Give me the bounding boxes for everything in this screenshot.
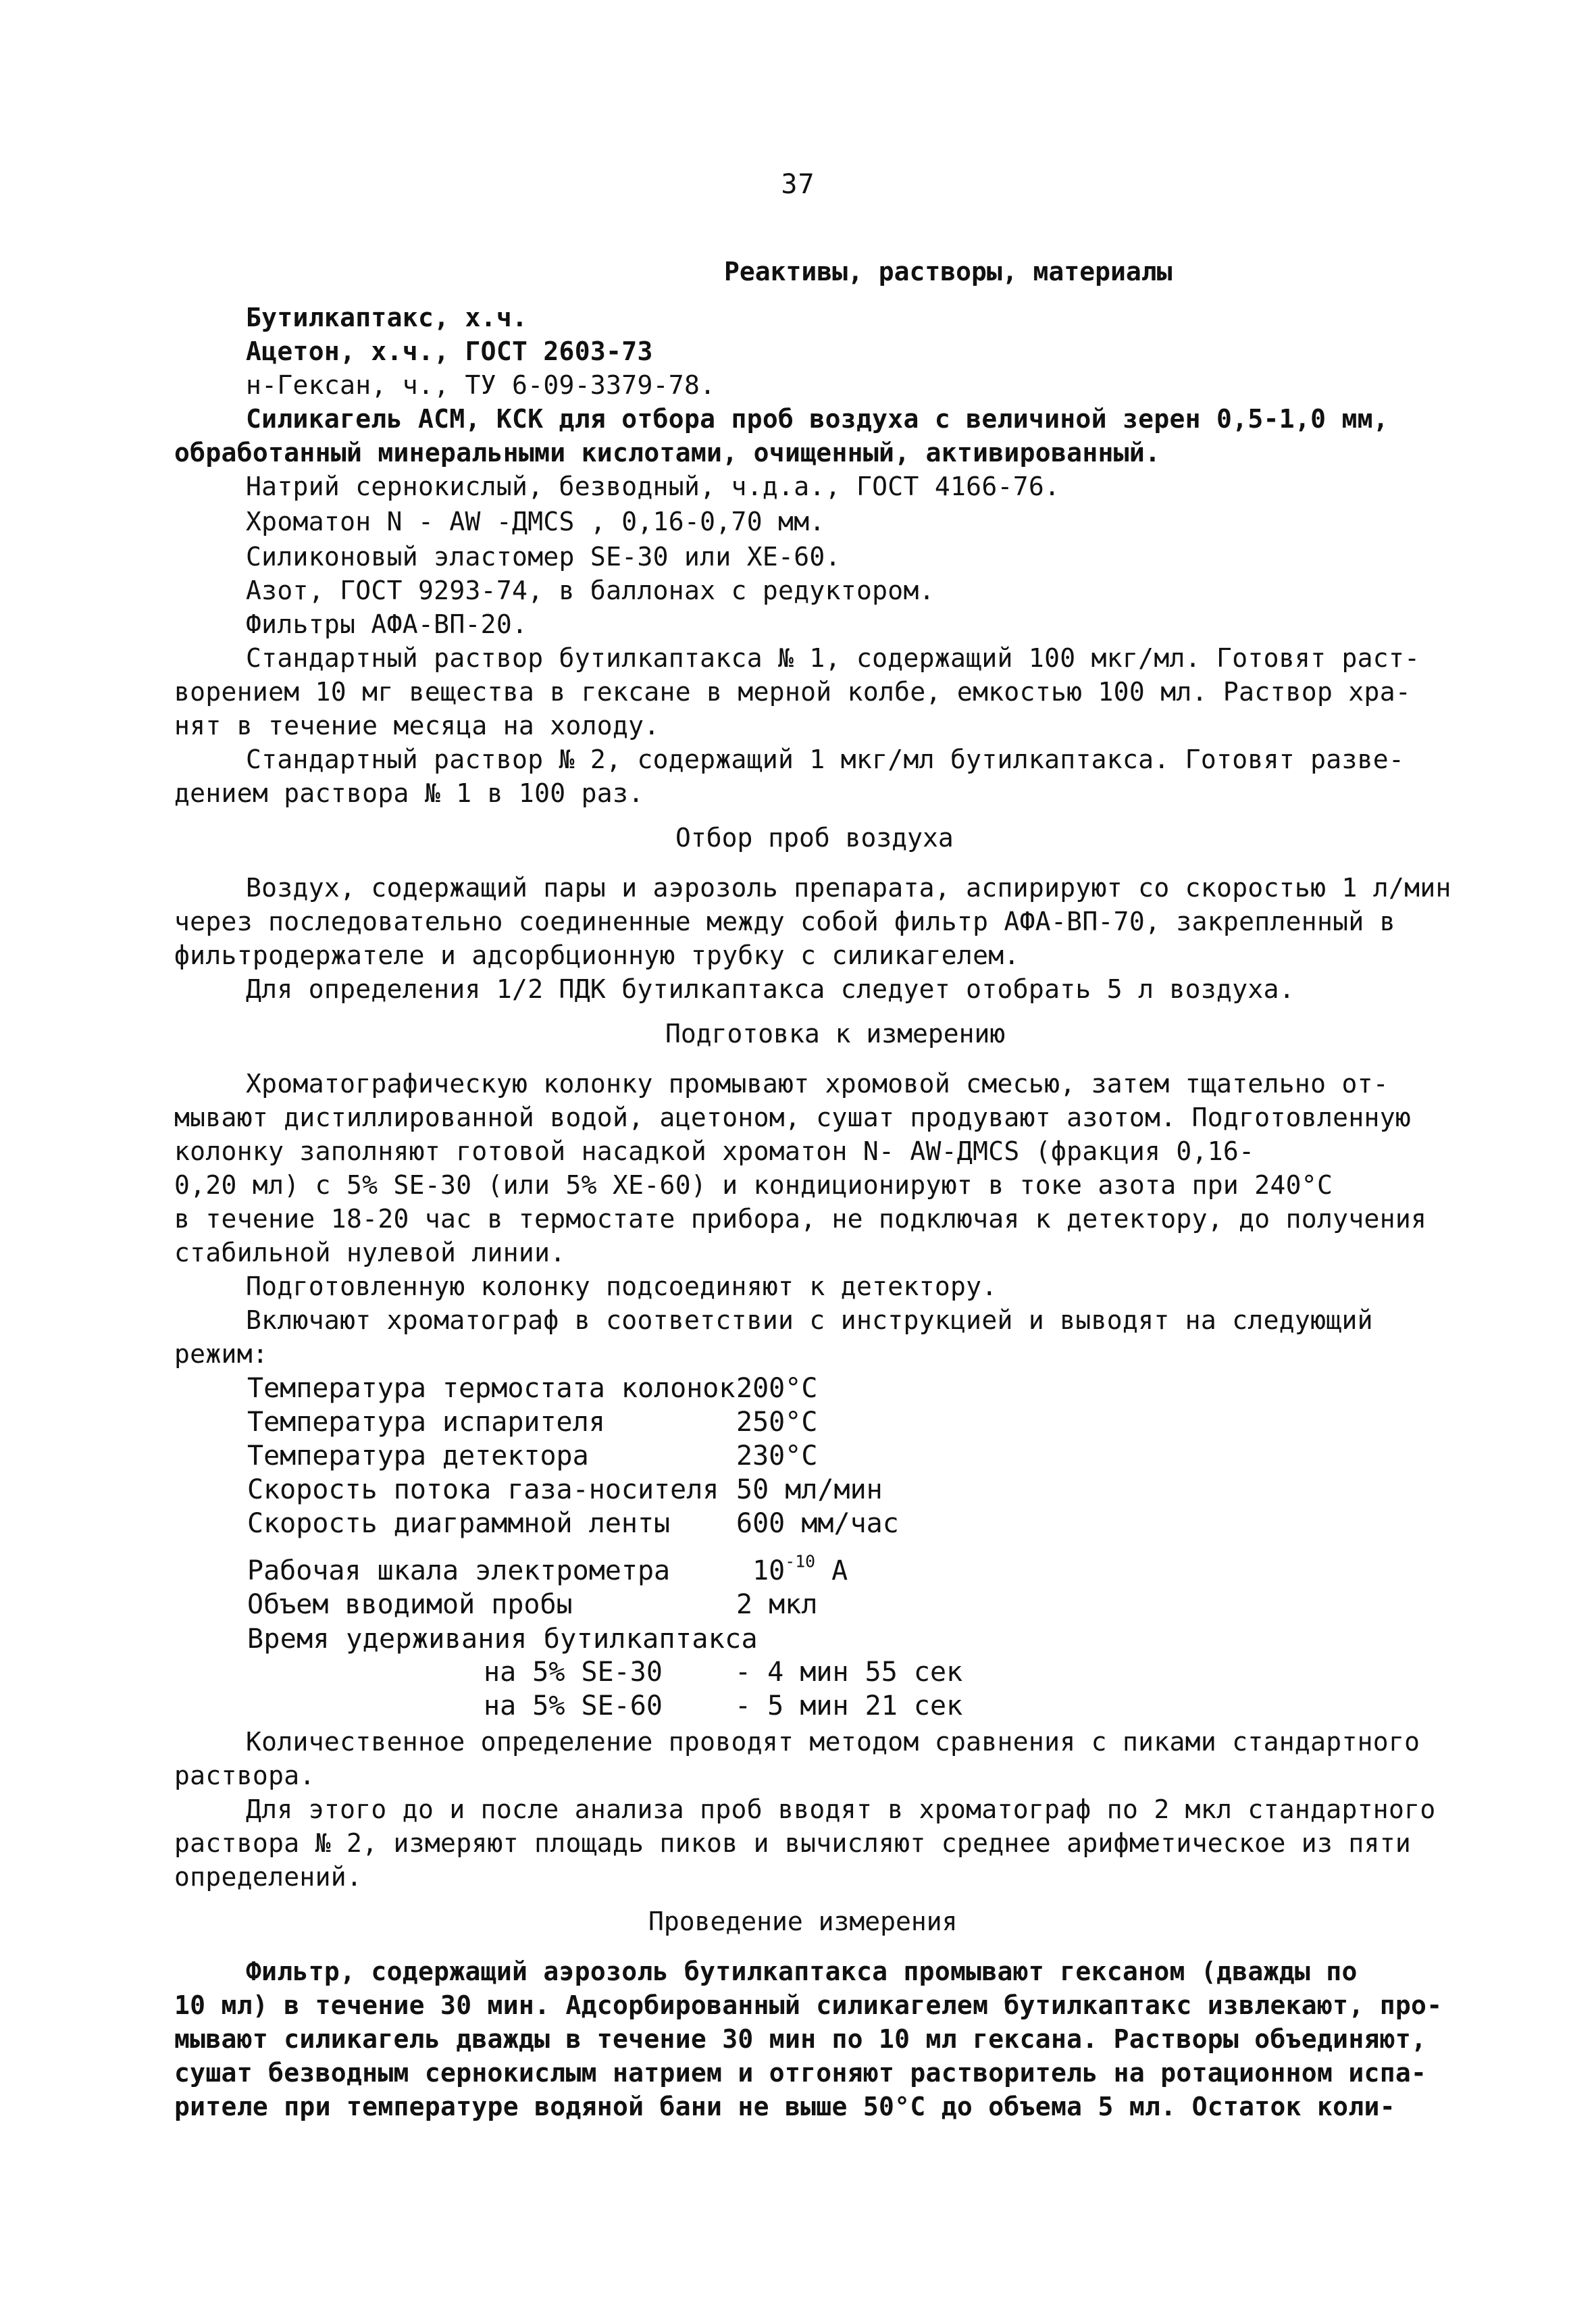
quant-line: Для этого до и после анализа проб вводят в хроматограф по 2 мкл стандартного	[246, 1794, 1436, 1824]
quant-line: Количественное определение проводят методом сравнения с пиками стандартного	[246, 1727, 1420, 1757]
reagent-line: Стандартный раствор № 2, содержащий 1 мкг/мл бутилкаптакса. Готовят разве-	[246, 745, 1405, 774]
mode-value-exponent: -10	[785, 1551, 816, 1571]
mode-label: Скорость потока газа-носителя	[247, 1474, 719, 1505]
reagent-line: нят в течение месяца на холоду.	[174, 711, 660, 740]
mode-value: 50 мл/мин	[736, 1474, 883, 1505]
reagent-line: Азот, ГОСТ 9293-74, в баллонах с редуктором.	[246, 576, 935, 605]
mode-row	[247, 1439, 817, 1473]
reagent-line: Стандартный раствор бутилкаптакса № 1, содержащий 100 мкг/мл. Готовят раст-	[246, 643, 1420, 673]
mode-value: 250°C	[736, 1407, 818, 1438]
retention-phase: на 5% SE-60	[484, 1690, 663, 1721]
mode-row	[247, 1372, 817, 1405]
preparation-line: Включают хроматограф в соответствии с инструкцией и выводят на следующий	[246, 1305, 1373, 1335]
reagent-line: Силикагель АСМ, КСК для отбора проб воздуха с величиной зерен 0,5-1,0 мм,	[246, 404, 1389, 434]
measurement-line: мывают силикагель дважды в течение 30 мин по 10 мл гексана. Растворы объединяют,	[174, 2024, 1427, 2054]
mode-label: Температура испарителя	[247, 1407, 605, 1438]
mode-label: Скорость диаграммной ленты	[247, 1508, 671, 1539]
measurement-line: 10 мл) в течение 30 мин. Адсорбированный силикагелем бутилкаптакс извлекают, про-	[174, 1990, 1443, 2020]
retention-phase: на 5% SE-30	[484, 1657, 663, 1688]
mode-row	[247, 1507, 899, 1540]
reagent-line: ворением 10 мг вещества в гексане в мерной колбе, емкостью 100 мл. Раствор хра-	[174, 677, 1412, 707]
mode-row	[247, 1588, 817, 1621]
mode-value	[736, 1551, 848, 1588]
preparation-line: режим:	[174, 1339, 269, 1369]
reagent-line: Бутилкаптакс, х.ч.	[246, 303, 528, 332]
mode-value-unit: A	[815, 1555, 848, 1586]
sampling-line: через последовательно соединенные между собой фильтр АФА-ВП-70, закрепленный в	[174, 907, 1395, 936]
reagent-line: Хроматон N - AW -ДМCS , 0,16-0,70 мм.	[246, 507, 825, 536]
reagent-line: дением раствора № 1 в 100 раз.	[174, 778, 644, 808]
mode-row	[247, 1473, 883, 1507]
preparation-line: Хроматографическую колонку промывают хромовой смесью, затем тщательно от-	[246, 1069, 1389, 1099]
heading-reagents: Реактивы, растворы, материалы	[724, 257, 1173, 286]
reagent-line: Фильтры АФА-ВП-20.	[246, 609, 528, 639]
mode-value: 2 мкл	[736, 1589, 818, 1620]
mode-label: Температура детектора	[247, 1440, 589, 1472]
preparation-line: Подготовленную колонку подсоединяют к детектору.	[246, 1272, 998, 1301]
quant-line: раствора № 2, измеряют площадь пиков и вычисляют среднее арифметическое из пяти	[174, 1828, 1412, 1858]
mode-value-base: 10	[752, 1555, 786, 1586]
measurement-line: рителе при температуре водяной бани не выше 50°C до объема 5 мл. Остаток коли-	[174, 2092, 1395, 2121]
sampling-line: фильтродержателе и адсорбционную трубку с силикагелем.	[174, 940, 1020, 970]
heading-preparation: Подготовка к измерению	[665, 1019, 1006, 1049]
quant-line: раствора.	[174, 1761, 315, 1790]
preparation-line: 0,20 мл) с 5% SE-30 (или 5% XE-60) и кондиционируют в токе азота при 240°C	[174, 1170, 1333, 1200]
heading-sampling: Отбор проб воздуха	[675, 823, 954, 853]
reagent-line: Натрий сернокислый, безводный, ч.д.а., ГОСТ 4166-76.	[246, 472, 1060, 501]
sampling-line: Воздух, содержащий пары и аэрозоль препарата, аспирируют со скоростью 1 л/мин	[246, 873, 1451, 903]
retention-time: - 5 мин 21 сек	[735, 1690, 963, 1721]
mode-row	[247, 1405, 817, 1439]
preparation-line: колонку заполняют готовой насадкой хроматон N- AW-ДМCS (фракция 0,16-	[174, 1136, 1255, 1166]
mode-row	[247, 1551, 848, 1588]
mode-value: 230°C	[736, 1440, 818, 1472]
retention-time: - 4 мин 55 сек	[735, 1657, 963, 1688]
heading-measurement: Проведение измерения	[648, 1907, 958, 1936]
reagent-line: обработанный минеральными кислотами, очищенный, активированный.	[174, 438, 1161, 468]
mode-value: 600 мм/час	[736, 1508, 899, 1539]
reagent-line: Силиконовый эластомер SE-30 или XE-60.	[246, 542, 841, 572]
preparation-line: мывают дистиллированной водой, ацетоном, сушат продувают азотом. Подготовленную	[174, 1103, 1412, 1132]
page-number: 37	[781, 169, 815, 200]
measurement-line: Фильтр, содержащий аэрозоль бутилкаптакса промывают гексаном (дважды по	[246, 1957, 1358, 1986]
preparation-line: в течение 18-20 час в термостате прибора, не подключая к детектору, до получения	[174, 1204, 1427, 1234]
reagent-line: Ацетон, х.ч., ГОСТ 2603-73	[246, 336, 653, 366]
sampling-line: Для определения 1/2 ПДК бутилкаптакса следует отобрать 5 л воздуха.	[246, 974, 1295, 1004]
retention-title: Время удерживания бутилкаптакса	[247, 1624, 758, 1655]
reagent-line: н-Гексан, ч., ТУ 6-09-3379-78.	[246, 370, 716, 400]
mode-value: 200°C	[736, 1373, 818, 1404]
mode-label: Температура термостата колонок	[247, 1373, 736, 1404]
quant-line: определений.	[174, 1862, 363, 1892]
measurement-line: сушат безводным сернокислым натрием и отгоняют растворитель на ротационном испа-	[174, 2058, 1427, 2088]
mode-label: Объем вводимой пробы	[247, 1589, 573, 1620]
preparation-line: стабильной нулевой линии.	[174, 1238, 566, 1267]
mode-label: Рабочая шкала электрометра	[247, 1555, 671, 1586]
